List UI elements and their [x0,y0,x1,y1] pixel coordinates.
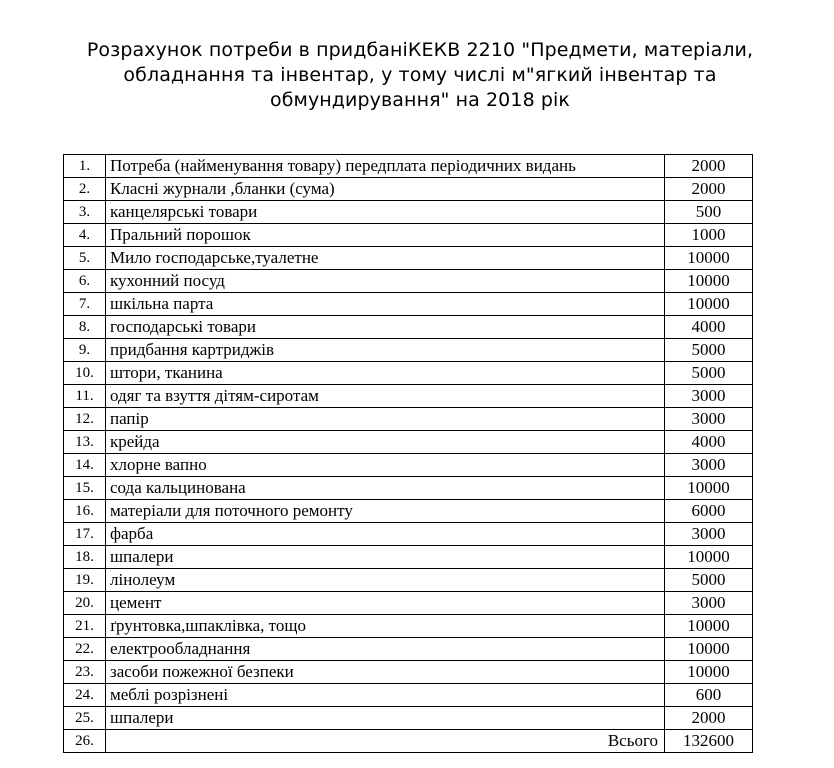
row-number: 9. [64,339,106,362]
title-line-1: Розрахунок потреби в придбаніКЕКВ 2210 "Предмети, матеріали, [86,39,754,61]
table-row [64,339,753,362]
row-number: 16. [64,500,106,523]
row-amount: 10000 [665,247,753,270]
total-label: Всього [106,730,665,753]
row-number: 19. [64,569,106,592]
row-number: 13. [64,431,106,454]
table-row [64,707,753,730]
table-row [64,293,753,316]
row-amount: 10000 [665,293,753,316]
row-item-name: фарба [106,523,665,546]
row-number: 17. [64,523,106,546]
row-item-name: господарські товари [106,316,665,339]
row-item-name: шпалери [106,707,665,730]
row-item-name: засоби пожежної безпеки [106,661,665,684]
table-row [64,178,753,201]
row-amount: 10000 [665,270,753,293]
row-number: 7. [64,293,106,316]
table-row [64,661,753,684]
table-row [64,247,753,270]
row-amount: 5000 [665,339,753,362]
title-line-2: обладнання та інвентар, у тому числі м"ягкий інвентар та [123,64,717,86]
row-item-name: шпалери [106,546,665,569]
row-number: 12. [64,408,106,431]
row-number: 2. [64,178,106,201]
table-row [64,201,753,224]
row-amount: 3000 [665,408,753,431]
row-item-name: кухонний посуд [106,270,665,293]
row-item-name: крейда [106,431,665,454]
row-item-name: шкільна парта [106,293,665,316]
document-title [60,38,780,113]
row-amount: 10000 [665,615,753,638]
row-amount: 2000 [665,707,753,730]
total-amount: 132600 [665,730,753,753]
row-amount: 6000 [665,500,753,523]
row-item-name: сода кальцинована [106,477,665,500]
expense-table-body [64,155,753,753]
row-item-name: меблі розрізнені [106,684,665,707]
row-number: 15. [64,477,106,500]
table-row [64,523,753,546]
row-amount: 600 [665,684,753,707]
row-number: 21. [64,615,106,638]
row-item-name: Пральний порошок [106,224,665,247]
row-number: 6. [64,270,106,293]
expense-table [63,154,753,753]
row-number: 22. [64,638,106,661]
table-row [64,615,753,638]
row-number: 4. [64,224,106,247]
row-item-name: придбання картриджів [106,339,665,362]
row-item-name: папір [106,408,665,431]
table-row [64,454,753,477]
row-number: 5. [64,247,106,270]
row-item-name: ґрунтовка,шпаклівка, тощо [106,615,665,638]
table-row [64,592,753,615]
row-number: 14. [64,454,106,477]
table-row [64,477,753,500]
row-number: 25. [64,707,106,730]
row-number: 18. [64,546,106,569]
row-amount: 1000 [665,224,753,247]
table-row [64,224,753,247]
table-row [64,684,753,707]
table-row [64,385,753,408]
table-row [64,270,753,293]
row-item-name: цемент [106,592,665,615]
row-amount: 10000 [665,638,753,661]
row-number: 23. [64,661,106,684]
table-row [64,431,753,454]
row-amount: 2000 [665,155,753,178]
row-item-name: Класні журнали ,бланки (сума) [106,178,665,201]
row-amount: 3000 [665,523,753,546]
row-amount: 3000 [665,385,753,408]
row-amount: 10000 [665,661,753,684]
row-amount: 4000 [665,316,753,339]
table-row [64,362,753,385]
row-item-name: матеріали для поточного ремонту [106,500,665,523]
row-number: 10. [64,362,106,385]
row-amount: 5000 [665,569,753,592]
table-row [64,638,753,661]
row-amount: 3000 [665,454,753,477]
total-row [64,730,753,753]
total-row-number: 26. [64,730,106,753]
row-item-name: Мило господарське,туалетне [106,247,665,270]
row-number: 20. [64,592,106,615]
row-amount: 500 [665,201,753,224]
row-amount: 3000 [665,592,753,615]
row-amount: 2000 [665,178,753,201]
row-number: 11. [64,385,106,408]
row-item-name: Потреба (найменування товару) передплата періодичних видань [106,155,665,178]
row-item-name: електрообладнання [106,638,665,661]
row-number: 3. [64,201,106,224]
table-row [64,569,753,592]
row-number: 24. [64,684,106,707]
row-amount: 10000 [665,546,753,569]
row-amount: 10000 [665,477,753,500]
row-number: 8. [64,316,106,339]
row-item-name: одяг та взуття дітям-сиротам [106,385,665,408]
table-row [64,546,753,569]
row-item-name: канцелярські товари [106,201,665,224]
title-line-3: обмундирування" на 2018 рік [269,89,571,111]
table-row [64,500,753,523]
table-row [64,155,753,178]
row-number: 1. [64,155,106,178]
row-item-name: хлорне вапно [106,454,665,477]
row-amount: 4000 [665,431,753,454]
row-amount: 5000 [665,362,753,385]
row-item-name: штори, тканина [106,362,665,385]
row-item-name: лінолеум [106,569,665,592]
table-row [64,316,753,339]
table-row [64,408,753,431]
